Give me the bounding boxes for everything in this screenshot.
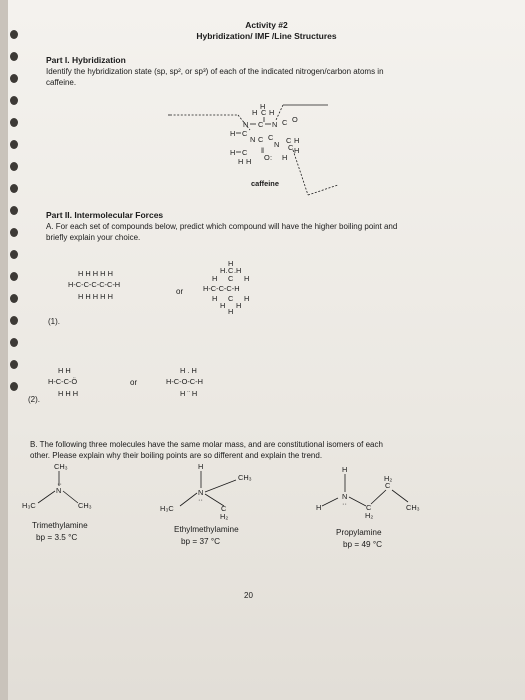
svg-text:H . H: H . H: [180, 366, 197, 375]
or-text-1: or: [176, 287, 184, 296]
ethylmethylamine-bp: bp = 37 °C: [181, 537, 221, 546]
svg-text:H: H: [220, 301, 226, 310]
svg-text:N: N: [243, 120, 249, 129]
svg-text:C: C: [258, 120, 264, 129]
svg-text:H.: H.: [220, 266, 228, 275]
svg-text:N: N: [342, 492, 348, 501]
svg-text:H-C-C-Ö: H-C-C-Ö: [48, 377, 78, 386]
svg-text:H₃C: H₃C: [22, 501, 36, 510]
svg-text:H₂: H₂: [220, 512, 229, 521]
part2b-instructions-line1: B. The following three molecules have the same molar mass, and are constitutional isomers of each: [30, 440, 383, 449]
svg-text:H: H: [316, 503, 322, 512]
svg-text:H: H: [198, 462, 204, 471]
svg-text:CH₃: CH₃: [78, 501, 92, 510]
svg-text:N: N: [274, 140, 280, 149]
svg-text:H: H: [238, 157, 244, 166]
question-2-label: (2).: [28, 395, 40, 404]
dimethyl-ether-structure: [166, 365, 246, 410]
part2a-instructions-line1: A. For each set of compounds below, predict which compound will have the higher boiling point and: [46, 222, 398, 231]
svg-text:H H H: H H H: [58, 389, 79, 398]
svg-text:CH₃: CH₃: [406, 503, 420, 512]
svg-text:C: C: [261, 108, 267, 117]
pentane-structure: [68, 268, 168, 313]
svg-text:H H H H H: H H H H H: [78, 292, 113, 301]
svg-text:H: H: [230, 148, 236, 157]
svg-text:H₃C: H₃C: [160, 504, 174, 513]
svg-text:H: H: [228, 307, 234, 316]
svg-text:H-C-C-C-H: H-C-C-C-H: [203, 284, 240, 293]
worksheet-page: [8, 0, 525, 700]
svg-text:CH₃: CH₃: [238, 473, 252, 482]
part1-instructions-line1: Identify the hybridization state (sp, sp², or sp³) of each of the indicated nitrogen/carbon atoms in: [46, 67, 384, 76]
svg-text:C: C: [288, 143, 294, 152]
svg-text::: :: [270, 153, 273, 162]
svg-text:H: H: [230, 129, 236, 138]
or-text-2: or: [130, 378, 138, 387]
svg-text:··: ··: [57, 479, 62, 488]
svg-text:H: H: [212, 294, 218, 303]
svg-text:H: H: [246, 157, 252, 166]
svg-text:H: H: [342, 465, 348, 474]
svg-text:H: H: [269, 108, 275, 117]
trimethylamine-structure: [16, 462, 96, 522]
svg-text:C: C: [282, 118, 288, 127]
svg-text:C: C: [228, 294, 234, 303]
svg-text:H: H: [212, 274, 218, 283]
svg-text:N: N: [250, 135, 256, 144]
page-number: 20: [244, 591, 253, 600]
part1-heading: Part I. Hybridization: [46, 55, 126, 65]
svg-text:H-C-C-C-C-C-H: H-C-C-C-C-C-H: [68, 280, 121, 289]
binder-holes: [8, 0, 22, 700]
ethylmethylamine-structure: [156, 462, 266, 527]
svg-text:H: H: [294, 136, 300, 145]
svg-text:H: H: [282, 153, 288, 162]
svg-text:O: O: [292, 115, 298, 124]
svg-text:H: H: [236, 301, 242, 310]
neopentane-structure: [198, 260, 278, 325]
svg-text:N: N: [272, 120, 278, 129]
svg-text:.H: .H: [234, 266, 242, 275]
svg-text:H: H: [260, 102, 266, 111]
svg-text:H₂: H₂: [365, 511, 374, 520]
trimethylamine-name: Trimethylamine: [32, 521, 88, 530]
propylamine-name: Propylamine: [336, 528, 382, 537]
svg-text:H-C-O-C-H: H-C-O-C-H: [166, 377, 203, 386]
part2-heading: Part II. Intermolecular Forces: [46, 210, 164, 220]
svg-text:C: C: [228, 274, 234, 283]
svg-text:CH₃: CH₃: [54, 462, 68, 471]
caffeine-structure: [168, 95, 348, 210]
svg-text:H: H: [244, 294, 250, 303]
svg-text:H₂: H₂: [384, 474, 393, 483]
svg-text:N: N: [56, 486, 62, 495]
svg-text:‖: ‖: [261, 146, 265, 155]
svg-text:H ¨ H: H ¨ H: [180, 389, 198, 398]
svg-text:C: C: [268, 133, 274, 142]
trimethylamine-bp: bp = 3.5 °C: [36, 533, 78, 542]
propylamine-structure: [308, 466, 428, 531]
caffeine-label: caffeine: [251, 179, 279, 188]
propylamine-bp: bp = 49 °C: [343, 540, 383, 549]
svg-text:··: ··: [198, 495, 203, 504]
svg-text:C: C: [258, 135, 264, 144]
svg-text:C: C: [242, 129, 248, 138]
part1-instructions-line2: caffeine.: [46, 78, 77, 87]
svg-text:C: C: [385, 481, 391, 490]
svg-text:C: C: [228, 266, 234, 275]
svg-text:H: H: [252, 108, 258, 117]
activity-title: Activity #2: [245, 20, 288, 30]
activity-subtitle: Hybridization/ IMF /Line Structures: [196, 31, 337, 41]
svg-text:··: ··: [342, 499, 347, 508]
svg-text:H H H H H: H H H H H: [78, 269, 113, 278]
ethanol-structure: [48, 365, 128, 410]
svg-text:C: C: [242, 148, 248, 157]
question-1-label: (1).: [48, 317, 60, 326]
svg-text:H: H: [294, 146, 300, 155]
svg-text:C: C: [221, 504, 227, 513]
part2b-instructions-line2: other. Please explain why their boiling points are so different and explain the trend.: [30, 451, 323, 460]
svg-text:C: C: [366, 503, 372, 512]
svg-text:H H: H H: [58, 366, 71, 375]
svg-text:N: N: [198, 488, 204, 497]
svg-text:H: H: [228, 259, 234, 268]
ethylmethylamine-name: Ethylmethylamine: [174, 525, 239, 534]
svg-text:C: C: [286, 136, 292, 145]
svg-text:O: O: [264, 153, 270, 162]
part2a-instructions-line2: briefly explain your choice.: [46, 233, 141, 242]
svg-text:H: H: [244, 274, 250, 283]
